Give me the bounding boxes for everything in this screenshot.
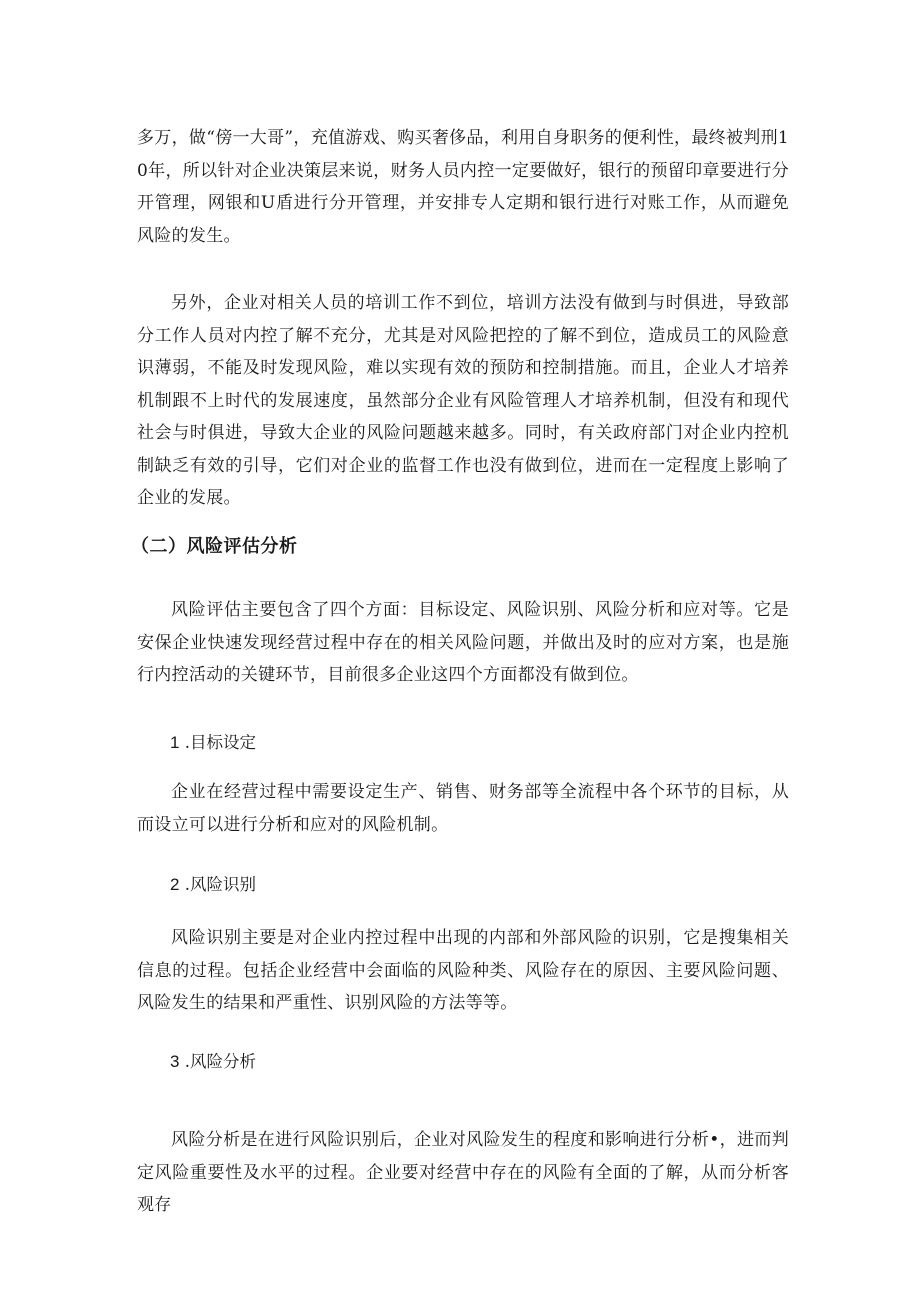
paragraph-training-issues: 另外，企业对相关人员的培训工作不到位，培训方法没有做到与时俱进，导致部分工作人员对内控了解不充分，尤其是对风险把控的了解不到位，造成员工的风险意识薄弱，不能及时发现风险，难以实现有效的预防和控制措施。而且，企业人才培养机制跟不上时代的发展速度，虽然部分企业有风险管理人才培养机制，但没有和现代社会与时俱进，导致大企业的风险问题越来越多。同时，有关政府部门对企业内控机制缺乏有效的引导，它们对企业的监督工作也没有做到位，进而在一定程度上影响了企业的发展。 xyxy=(137,293,789,508)
subheading-number: 3 xyxy=(170,1052,180,1071)
subheading-risk-identification xyxy=(170,870,256,900)
paragraph-risk-identification: 风险识别主要是对企业内控过程中出现的内部和外部风险的识别，它是搜集相关信息的过程。包括企业经营中会面临的风险种类、风险存在的原因、主要风险问题、风险发生的结果和严重性、识别风险的方法等等。 xyxy=(137,928,789,1013)
subheading-label: .目标设定 xyxy=(184,733,256,752)
subheading-goal-setting xyxy=(170,728,256,758)
subheading-label: .风险分析 xyxy=(184,1052,256,1071)
subheading-number: 1 xyxy=(170,733,180,752)
section-heading-risk-assessment: （二）风险评估分析 xyxy=(131,536,298,557)
subheading-number: 2 xyxy=(170,875,180,894)
paragraph-goal-setting: 企业在经营过程中需要设定生产、销售、财务部等全流程中各个环节的目标，从而设立可以进行分析和应对的风险机制。 xyxy=(137,782,789,835)
paragraph-case-summary: 多万，做“傍一大哥”，充值游戏、购买奢侈品，利用自身职务的便利性，最终被判刑10年，所以针对企业决策层来说，财务人员内控一定要做好，银行的预留印章要进行分开管理，网银和U盾进行分开管理，并安排专人定期和银行进行对账工作，从而避免风险的发生。 xyxy=(137,128,789,246)
subheading-risk-analysis xyxy=(170,1047,256,1077)
paragraph-risk-assessment-intro: 风险评估主要包含了四个方面：目标设定、风险识别、风险分析和应对等。它是安保企业快速发现经营过程中存在的相关风险问题，并做出及时的应对方案，也是施行内控活动的关键环节，目前很多企业这四个方面都没有做到位。 xyxy=(137,600,789,685)
subheading-label: .风险识别 xyxy=(184,875,256,894)
paragraph-risk-analysis: 风险分析是在进行风险识别后，企业对风险发生的程度和影响进行分析•，进而判定风险重要性及水平的过程。企业要对经营中存在的风险有全面的了解，从而分析客观存 xyxy=(137,1130,789,1215)
